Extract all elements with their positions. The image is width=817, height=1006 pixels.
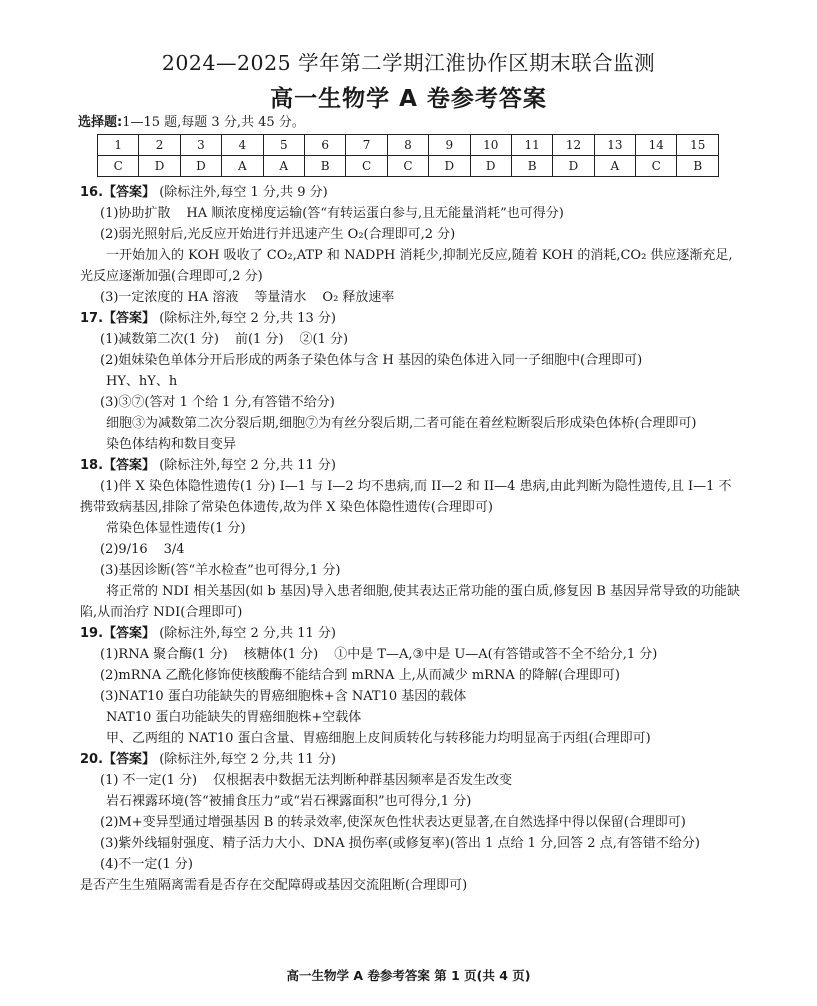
q17-line4: (3)③⑦(答对 1 个给 1 分,有答错不给分) — [100, 395, 335, 410]
q17-answer-tag: 【答案】 — [103, 311, 156, 326]
q18-answer-2b: 3/4 — [163, 542, 185, 557]
q17-line3: HY、hY、h — [106, 374, 178, 389]
mc-number: 9 — [429, 135, 470, 156]
mc-answer-table — [97, 134, 719, 177]
q19-answer-1c: ①中是 T—A,③中是 U—A(有答错或答不全不给分,1 分) — [334, 647, 658, 662]
q17-line5: 细胞③为减数第二次分裂后期,细胞⑦为有丝分裂后期,二者可能在着丝粒断裂后形成染色体桥(合理即可) — [106, 416, 697, 431]
q20-answer-tag: 【答案】 — [103, 752, 156, 767]
page-footer: 高一生物学 A 卷参考答案 第 1 页(共 4 页) — [286, 968, 531, 983]
q19-answer-1b: 核糖体(1 分) — [243, 647, 319, 662]
answer-key-title: 高一生物学 A 卷参考答案 — [270, 86, 547, 112]
mc-answer: D — [429, 156, 470, 177]
mc-answer: B — [677, 156, 719, 177]
q16-answer-3a: (3)一定浓度的 HA 溶液 — [100, 290, 239, 305]
q18-line3 — [80, 539, 742, 560]
mc-answer: C — [636, 156, 677, 177]
mc-answer: D — [553, 156, 594, 177]
q17-line2: (2)姐妹染色单体分开后形成的两条子染色体与含 H 基因的染色体进入同一子细胞中(合理即可) — [100, 353, 643, 368]
mc-number: 12 — [553, 135, 594, 156]
mc-answer: A — [263, 156, 304, 177]
mc-answer: C — [98, 156, 139, 177]
mc-answer: D — [470, 156, 511, 177]
q18-score: (除标注外,每空 2 分,共 11 分) — [159, 458, 336, 473]
q18-line1: (1)伴 X 染色体隐性遗传(1 分) I—1 与 I—2 均不患病,而 II—2 和 II—4 患病,由此判断为隐性遗传,且 I—1 不携带致病基因,排除了常染色体遗传,故为伴 X 染色体隐性遗传(合理即可) — [80, 479, 732, 515]
q19-header — [80, 623, 742, 644]
q17-line1 — [80, 329, 742, 350]
mc-answer: C — [387, 156, 428, 177]
q16-answer-1b: HA 顺浓度梯度运输(答“有转运蛋白参与,且无能量消耗”也可得分) — [186, 206, 564, 221]
mc-number: 5 — [263, 135, 304, 156]
q20-line2: 岩石裸露环境(答“被捕食压力”或“岩石裸露面积”也可得分,1 分) — [106, 794, 472, 809]
q16-score: (除标注外,每空 1 分,共 9 分) — [159, 185, 328, 200]
mc-answer: B — [511, 156, 552, 177]
q16-header — [80, 182, 742, 203]
q20-answer-1b: 仅根据表中数据无法判断种群基因频率是否发生改变 — [213, 773, 513, 788]
q20-line3: (2)M+变异型通过增强基因 B 的转录效率,使深灰色性状表达更显著,在自然选择中得以保留(合理即可) — [100, 815, 686, 830]
q20-header — [80, 749, 742, 770]
q17-line6: 染色体结构和数目变异 — [106, 437, 237, 452]
mc-note-text: 1—15 题,每题 3 分,共 45 分。 — [122, 115, 305, 130]
mc-answer: B — [304, 156, 345, 177]
q18-line4: (3)基因诊断(答“羊水检查”也可得分,1 分) — [100, 563, 341, 578]
answer-content — [80, 182, 742, 896]
mc-number: 11 — [511, 135, 552, 156]
mc-number: 4 — [222, 135, 263, 156]
mc-answer-row — [98, 156, 719, 177]
q17-answer-1b: 前(1 分) — [234, 332, 284, 347]
q17-answer-1c: ②(1 分) — [299, 332, 349, 347]
mc-instructions — [78, 111, 305, 130]
mc-answer: D — [180, 156, 221, 177]
q20-line1 — [80, 770, 742, 791]
q16-answer-1a: (1)协助扩散 — [100, 206, 171, 221]
q16-answer-3b: 等量清水 — [254, 290, 307, 305]
exam-title: 2024—2025 学年第二学期江淮协作区期末联合监测 — [161, 51, 656, 75]
q17-answer-1a: (1)减数第二次(1 分) — [100, 332, 219, 347]
q17-number: 17. — [80, 311, 104, 326]
q20-answer-1a: (1) 不一定(1 分) — [100, 773, 198, 788]
mc-number: 3 — [180, 135, 221, 156]
mc-label: 选择题: — [78, 115, 123, 130]
mc-number: 14 — [636, 135, 677, 156]
q16-line1 — [80, 203, 742, 224]
mc-number: 2 — [139, 135, 180, 156]
q19-answer-1a: (1)RNA 聚合酶(1 分) — [100, 647, 228, 662]
q20-line6: 是否产生生殖隔离需看是否存在交配障碍或基因交流阻断(合理即可) — [80, 878, 468, 893]
q19-line1 — [80, 644, 742, 665]
q18-header — [80, 455, 742, 476]
q16-line4 — [80, 287, 742, 308]
q20-number: 20. — [80, 752, 104, 767]
mc-number: 6 — [304, 135, 345, 156]
q20-line4: (3)紫外线辐射强度、精子活力大小、DNA 损伤率(或修复率)(答出 1 点给 1 分,回答 2 点,有答错不给分) — [100, 836, 700, 851]
q19-answer-tag: 【答案】 — [103, 626, 156, 641]
q18-number: 18. — [80, 458, 104, 473]
q20-line5: (4)不一定(1 分) — [100, 857, 193, 872]
q18-line2: 常染色体显性遗传(1 分) — [106, 521, 246, 536]
q19-line2: (2)mRNA 乙酰化修饰使核酸酶不能结合到 mRNA 上,从而减少 mRNA 的降解(合理即可) — [100, 668, 620, 683]
q18-line5: 将正常的 NDI 相关基因(如 b 基因)导入患者细胞,使其表达正常功能的蛋白质,修复因 B 基因异常导致的功能缺陷,从而治疗 NDI(合理即可) — [80, 584, 741, 620]
mc-number: 15 — [677, 135, 719, 156]
mc-answer: D — [139, 156, 180, 177]
q16-line3: 一开始加入的 KOH 吸收了 CO₂,ATP 和 NADPH 消耗少,抑制光反应,随着 KOH 的消耗,CO₂ 供应逐渐充足,光反应逐渐加强(合理即可,2 分) — [80, 248, 733, 284]
q19-score: (除标注外,每空 2 分,共 11 分) — [159, 626, 336, 641]
mc-answer: A — [222, 156, 263, 177]
q19-line5: 甲、乙两组的 NAT10 蛋白含量、胃癌细胞上皮间质转化与转移能力均明显高于丙组(合理即可) — [106, 731, 651, 746]
q16-answer-tag: 【答案】 — [103, 185, 156, 200]
mc-number-row — [98, 135, 719, 156]
mc-number: 8 — [387, 135, 428, 156]
q20-score: (除标注外,每空 2 分,共 11 分) — [159, 752, 336, 767]
mc-answer: C — [346, 156, 387, 177]
q18-answer-2a: (2)9/16 — [100, 542, 148, 557]
q17-score: (除标注外,每空 2 分,共 13 分) — [159, 311, 336, 326]
q19-line3: (3)NAT10 蛋白功能缺失的胃癌细胞株+含 NAT10 基因的载体 — [100, 689, 467, 704]
mc-number: 1 — [98, 135, 139, 156]
q16-answer-3c: O₂ 释放速率 — [322, 290, 395, 305]
q19-line4: NAT10 蛋白功能缺失的胃癌细胞株+空载体 — [106, 710, 362, 725]
q19-number: 19. — [80, 626, 104, 641]
mc-answer: A — [594, 156, 635, 177]
mc-number: 13 — [594, 135, 635, 156]
mc-number: 10 — [470, 135, 511, 156]
q16-line2: (2)弱光照射后,光反应开始进行并迅速产生 O₂(合理即可,2 分) — [100, 227, 456, 242]
q16-number: 16. — [80, 185, 104, 200]
q17-header — [80, 308, 742, 329]
mc-number: 7 — [346, 135, 387, 156]
q18-answer-tag: 【答案】 — [103, 458, 156, 473]
